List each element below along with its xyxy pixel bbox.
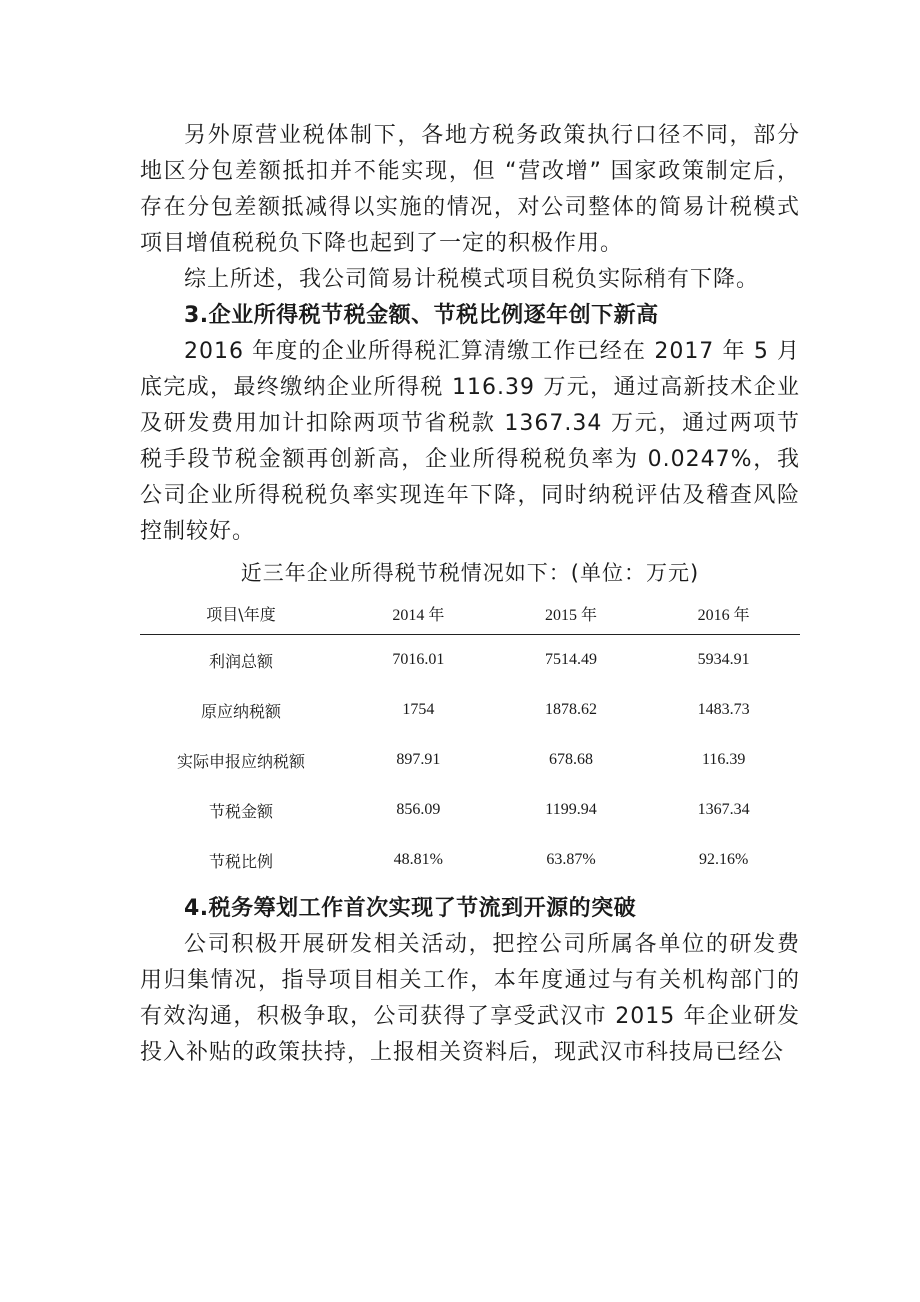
cell: 897.91	[396, 751, 441, 768]
row-label: 节税金额	[208, 801, 273, 821]
cell: 1483.73	[697, 701, 750, 718]
table-row	[140, 835, 800, 885]
table-row	[140, 635, 800, 686]
cell: 92.16%	[698, 851, 749, 868]
cell: 678.68	[548, 751, 593, 768]
cell: 63.87%	[546, 851, 596, 868]
row-label: 原应纳税额	[200, 701, 281, 721]
header-2015: 2015 年	[495, 592, 648, 635]
table-row	[140, 785, 800, 835]
cell: 48.81%	[393, 851, 443, 868]
cell: 7514.49	[544, 651, 597, 668]
section-heading-4: 4.税务筹划工作首次实现了节流到开源的突破	[184, 896, 637, 921]
cell: 116.39	[701, 751, 746, 768]
cell: 856.09	[396, 801, 441, 818]
cell: 7016.01	[392, 651, 445, 668]
cell: 1754	[402, 701, 435, 718]
paragraph-rd-subsidy: 公司积极开展研发相关活动，把控公司所属各单位的研发费用归集情况，指导项目相关工作，本年度通过与有关机构部门的有效沟通，积极争取，公司获得了享受武汉市 2015 年企业研发投入补贴的政策扶持，上报相关资料后，现武汉市科技局已经公	[140, 932, 800, 1065]
table-row	[140, 735, 800, 785]
row-label: 利润总额	[208, 651, 273, 671]
table-row	[140, 685, 800, 735]
paragraph-summary: 综上所述，我公司简易计税模式项目税负实际稍有下降。	[184, 267, 760, 292]
table-header-row	[140, 592, 800, 635]
row-label: 节税比例	[208, 851, 273, 871]
document-page	[140, 118, 800, 1071]
header-item-year: 项目\年度	[140, 592, 342, 635]
cell: 1878.62	[544, 701, 597, 718]
header-2016: 2016 年	[647, 592, 800, 635]
cell: 5934.91	[697, 651, 750, 668]
paragraph-income-tax: 2016 年度的企业所得税汇算清缴工作已经在 2017 年 5 月底完成，最终缴纳企业所得税 116.39 万元，通过高新技术企业及研发费用加计扣除两项节省税款 1367.34 万元，通过两项节税手段节税金额再创新高，企业所得税税负率为 0.0247%，我公司企业所得税税负率实现连年下降，同时纳税评估及稽查风险控制较好。	[140, 339, 800, 544]
tax-savings-table	[140, 592, 800, 885]
table-caption: 近三年企业所得税节税情况如下：(单位：万元)	[240, 561, 700, 585]
cell: 1199.94	[545, 801, 597, 818]
section-heading-3: 3.企业所得税节税金额、节税比例逐年创下新高	[184, 303, 659, 328]
header-2014: 2014 年	[342, 592, 495, 635]
paragraph-business-tax: 另外原营业税体制下，各地方税务政策执行口径不同，部分地区分包差额抵扣并不能实现，但 “营改增” 国家政策制定后，存在分包差额抵减得以实施的情况，对公司整体的简易计税模式项目增值税税负下降也起到了一定的积极作用。	[140, 123, 800, 256]
row-label: 实际申报应纳税额	[176, 751, 305, 771]
cell: 1367.34	[697, 801, 750, 818]
